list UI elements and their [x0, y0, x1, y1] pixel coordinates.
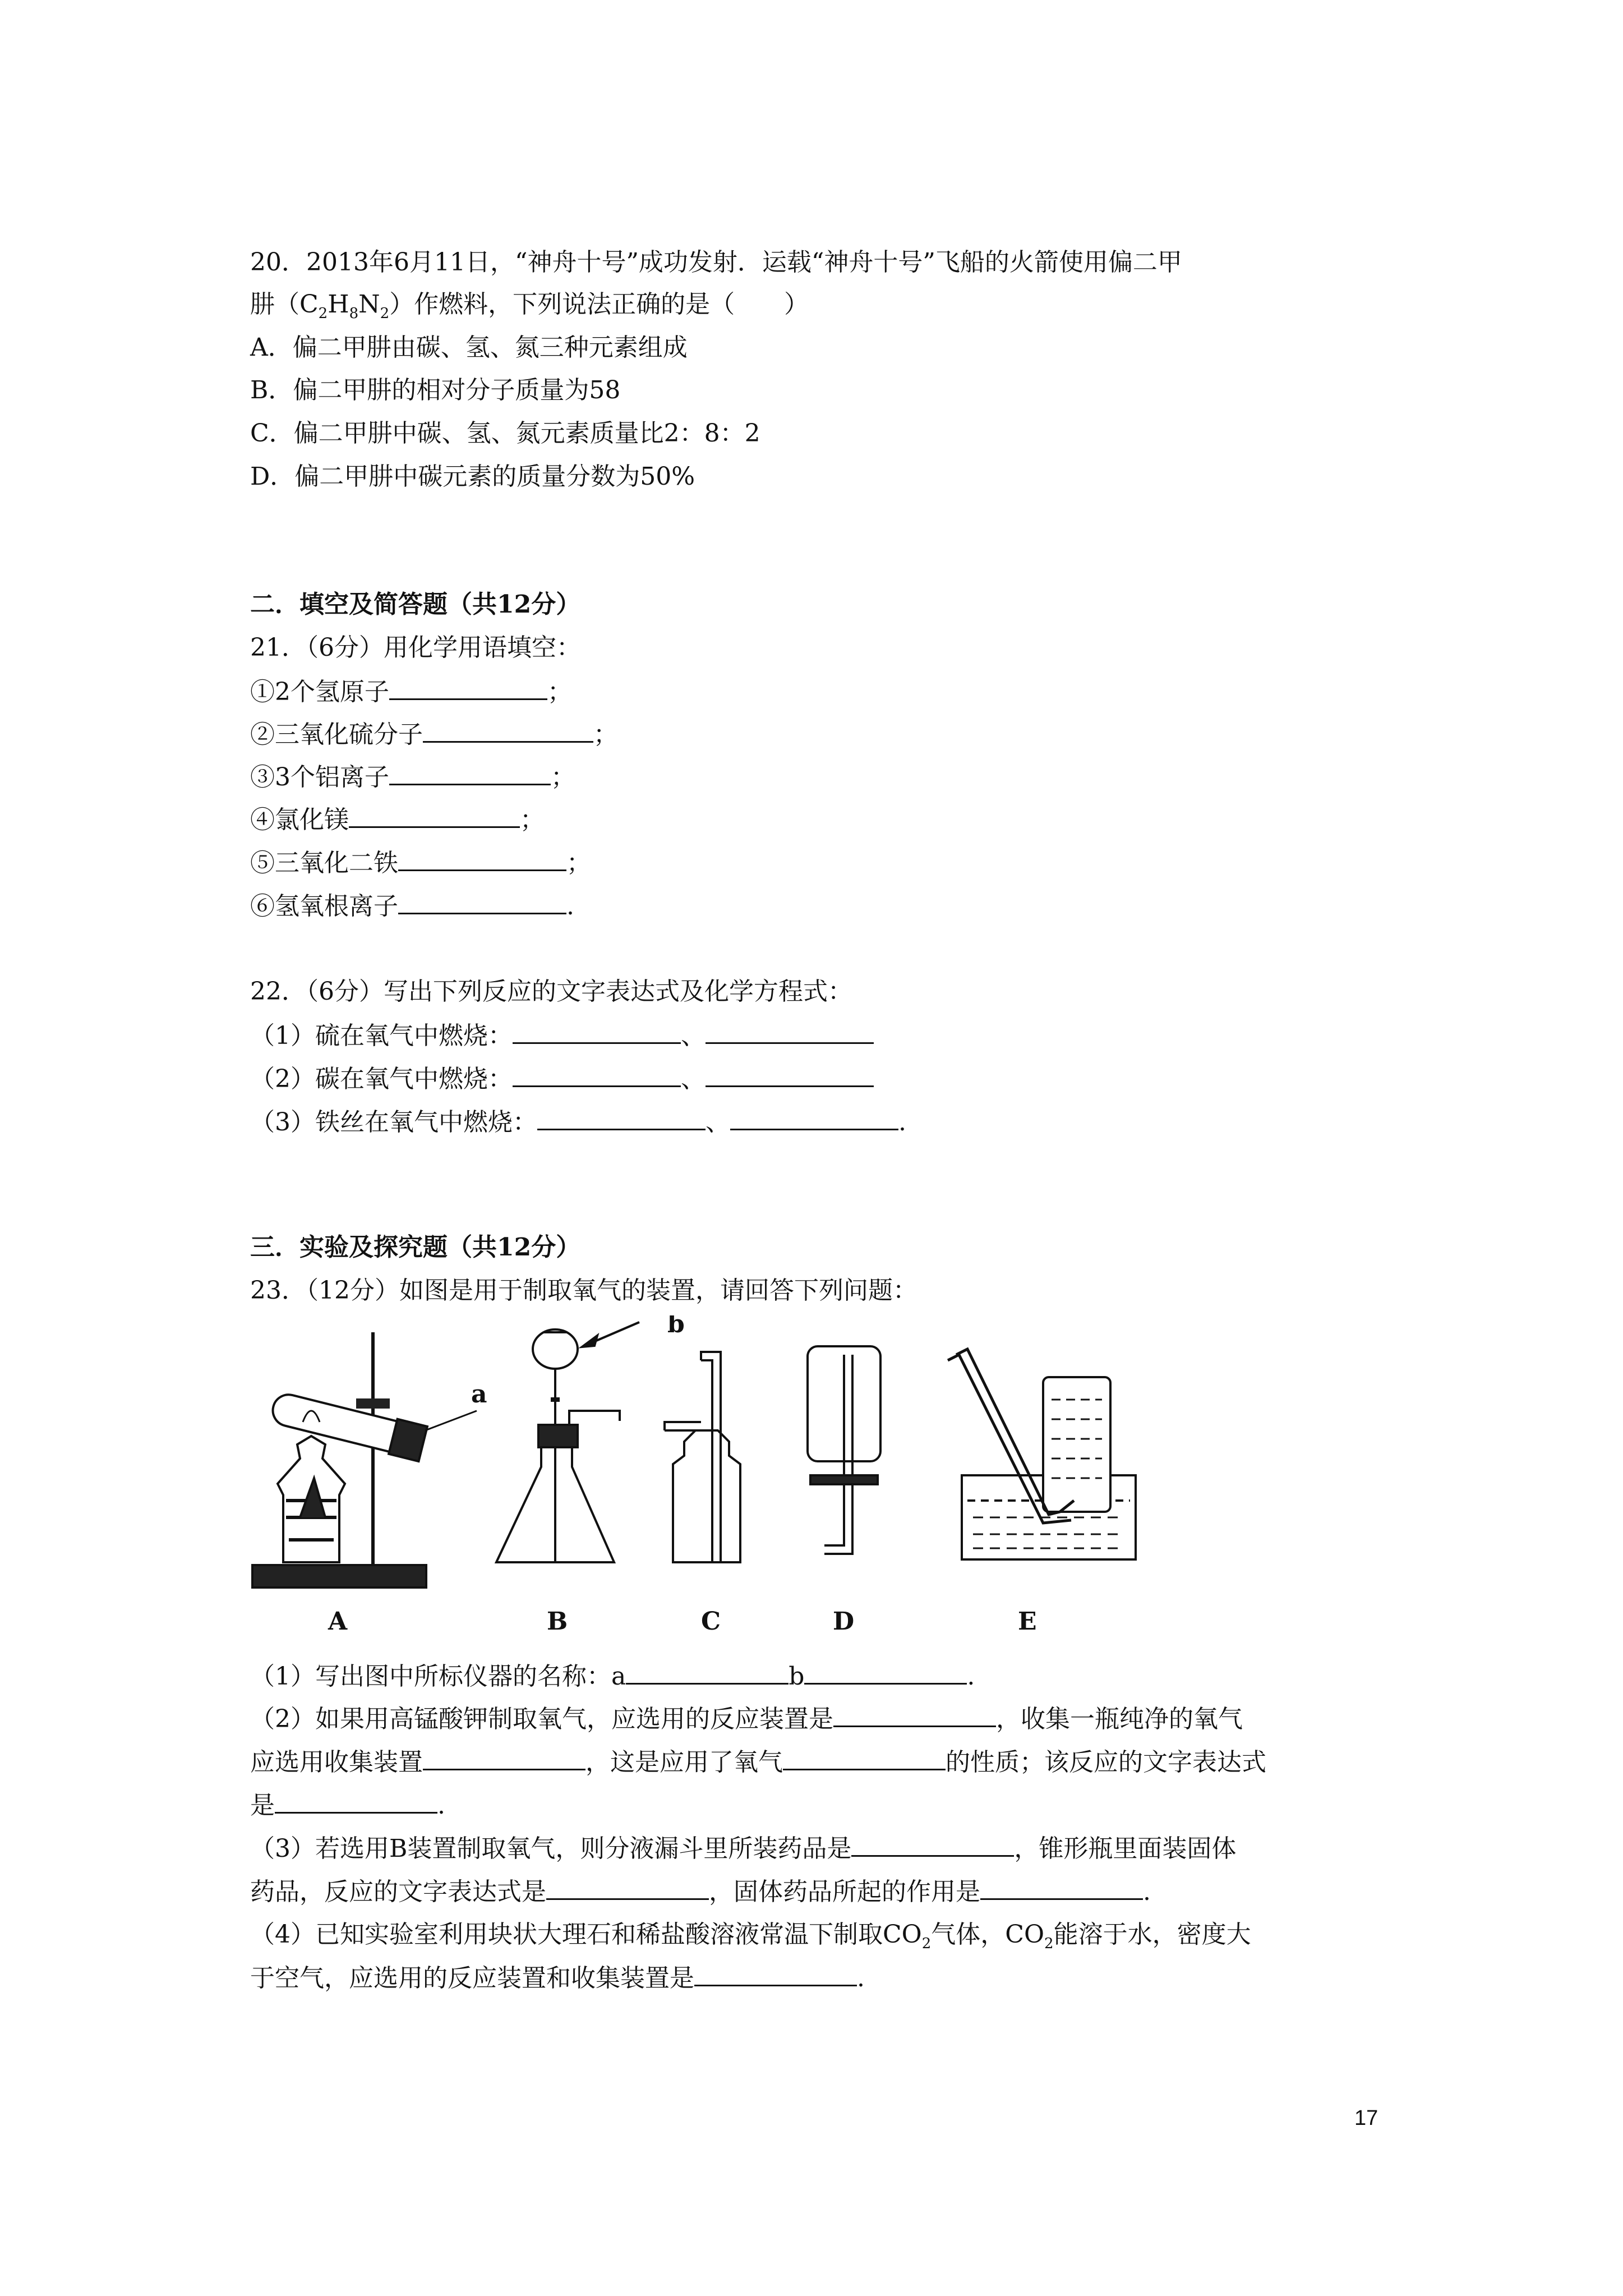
label-a: a [471, 1380, 487, 1409]
answer-blank[interactable] [423, 1746, 585, 1770]
apparatus-c [665, 1352, 740, 1562]
q22-item: （1）硫在氧气中燃烧： 、 [250, 1020, 874, 1052]
q20-option-c: C．偏二甲肼中碳、氢、氮元素质量比2：8：2 [250, 419, 760, 448]
answer-blank[interactable] [275, 1789, 437, 1814]
section-2-heading: 二．填空及简答题（共12分） [250, 590, 581, 619]
q23-part3-line1: （3）若选用B装置制取氧气，则分液漏斗里所装药品是 ，锥形瓶里面装固体 [250, 1833, 1236, 1865]
q21-item: ②三氧化硫分子 ； [250, 719, 618, 751]
q21-item: ③3个铝离子 ； [250, 761, 575, 793]
apparatus-figure [247, 1315, 1312, 1635]
answer-blank[interactable] [398, 890, 566, 914]
q22-item: （2）碳在氧气中燃烧： 、 [250, 1063, 874, 1095]
q23-part2-line1: （2）如果用高锰酸钾制取氧气，应选用的反应装置是 ，收集一瓶纯净的氧气 [250, 1703, 1243, 1735]
answer-blank[interactable] [694, 1962, 857, 1986]
q23-part3-line2: 药品，反应的文字表达式是 ，固体药品所起的作用是 . [250, 1876, 1151, 1908]
answer-blank[interactable] [398, 847, 566, 871]
answer-blank[interactable] [626, 1660, 789, 1685]
q22-stem: 22．（6分）写出下列反应的文字表达式及化学方程式： [250, 977, 852, 1006]
answer-blank[interactable] [706, 1063, 874, 1087]
label-E: E [1018, 1607, 1037, 1635]
q21-item: ⑤三氧化二铁 ； [250, 847, 591, 879]
label-b: b [667, 1315, 685, 1338]
apparatus-b [496, 1329, 620, 1562]
q23-part2-line3: 是 . [250, 1789, 445, 1821]
q21-stem: 21．（6分）用化学用语填空： [250, 633, 581, 662]
answer-blank[interactable] [423, 719, 593, 743]
label-D: D [833, 1607, 855, 1635]
apparatus-d [808, 1346, 880, 1554]
apparatus-diagram [247, 1315, 1312, 1635]
apparatus-e [948, 1349, 1136, 1559]
page-number: 17 [1354, 2106, 1378, 2130]
section-3-heading: 三．实验及探究题（共12分） [250, 1233, 581, 1262]
q21-item: ④氯化镁 ； [250, 804, 545, 836]
q20-line1: 20．2013年6月11日，“神舟十号”成功发射．运载“神舟十号”飞船的火箭使用偏二甲 [250, 248, 1182, 277]
answer-blank[interactable] [730, 1106, 898, 1130]
q23-stem: 23．（12分）如图是用于制取氧气的装置，请回答下列问题： [250, 1276, 917, 1305]
label-B: B [547, 1607, 568, 1635]
q21-item: ⑥氢氧根离子 . [250, 890, 574, 922]
q23-part4-line1: （4）已知实验室利用块状大理石和稀盐酸溶液常温下制取$CO_2$气体，$CO_2$能溶于水，密度大 [250, 1920, 1251, 1952]
q21-item: ①2个氢原子 ； [250, 676, 572, 708]
answer-blank[interactable] [349, 804, 520, 828]
q20-option-d: D．偏二甲肼中碳元素的质量分数为50% [250, 462, 695, 491]
answer-blank[interactable] [833, 1703, 996, 1727]
answer-blank[interactable] [513, 1063, 681, 1087]
answer-blank[interactable] [851, 1833, 1014, 1857]
answer-blank[interactable] [706, 1020, 874, 1044]
q23-part2-line2: 应选用收集装置 ，这是应用了氧气 的性质；该反应的文字表达式 [250, 1746, 1266, 1778]
q20-line2: 肼$(C_2H_8N_2)$作燃料，下列说法正确的是（ ） [250, 290, 809, 322]
q20-option-b: B．偏二甲肼的相对分子质量为58 [250, 376, 621, 404]
answer-blank[interactable] [389, 676, 547, 700]
q20-option-a: A．偏二甲肼由碳、氢、氮三种元素组成 [250, 333, 688, 362]
answer-blank[interactable] [537, 1106, 706, 1130]
answer-blank[interactable] [980, 1876, 1143, 1900]
label-C: C [701, 1607, 721, 1635]
answer-blank[interactable] [389, 761, 551, 785]
answer-blank[interactable] [513, 1020, 681, 1044]
arrow-head [582, 1336, 597, 1347]
answer-blank[interactable] [783, 1746, 946, 1770]
answer-blank[interactable] [804, 1660, 967, 1685]
label-A: A [328, 1607, 348, 1635]
answer-blank[interactable] [546, 1876, 709, 1900]
q22-item: （3）铁丝在氧气中燃烧： 、 . [250, 1106, 906, 1138]
apparatus-a [252, 1332, 477, 1588]
q23-part4-line2: 于空气，应选用的反应装置和收集装置是 . [250, 1962, 865, 1994]
q23-part1: （1）写出图中所标仪器的名称：a b . [250, 1660, 975, 1692]
